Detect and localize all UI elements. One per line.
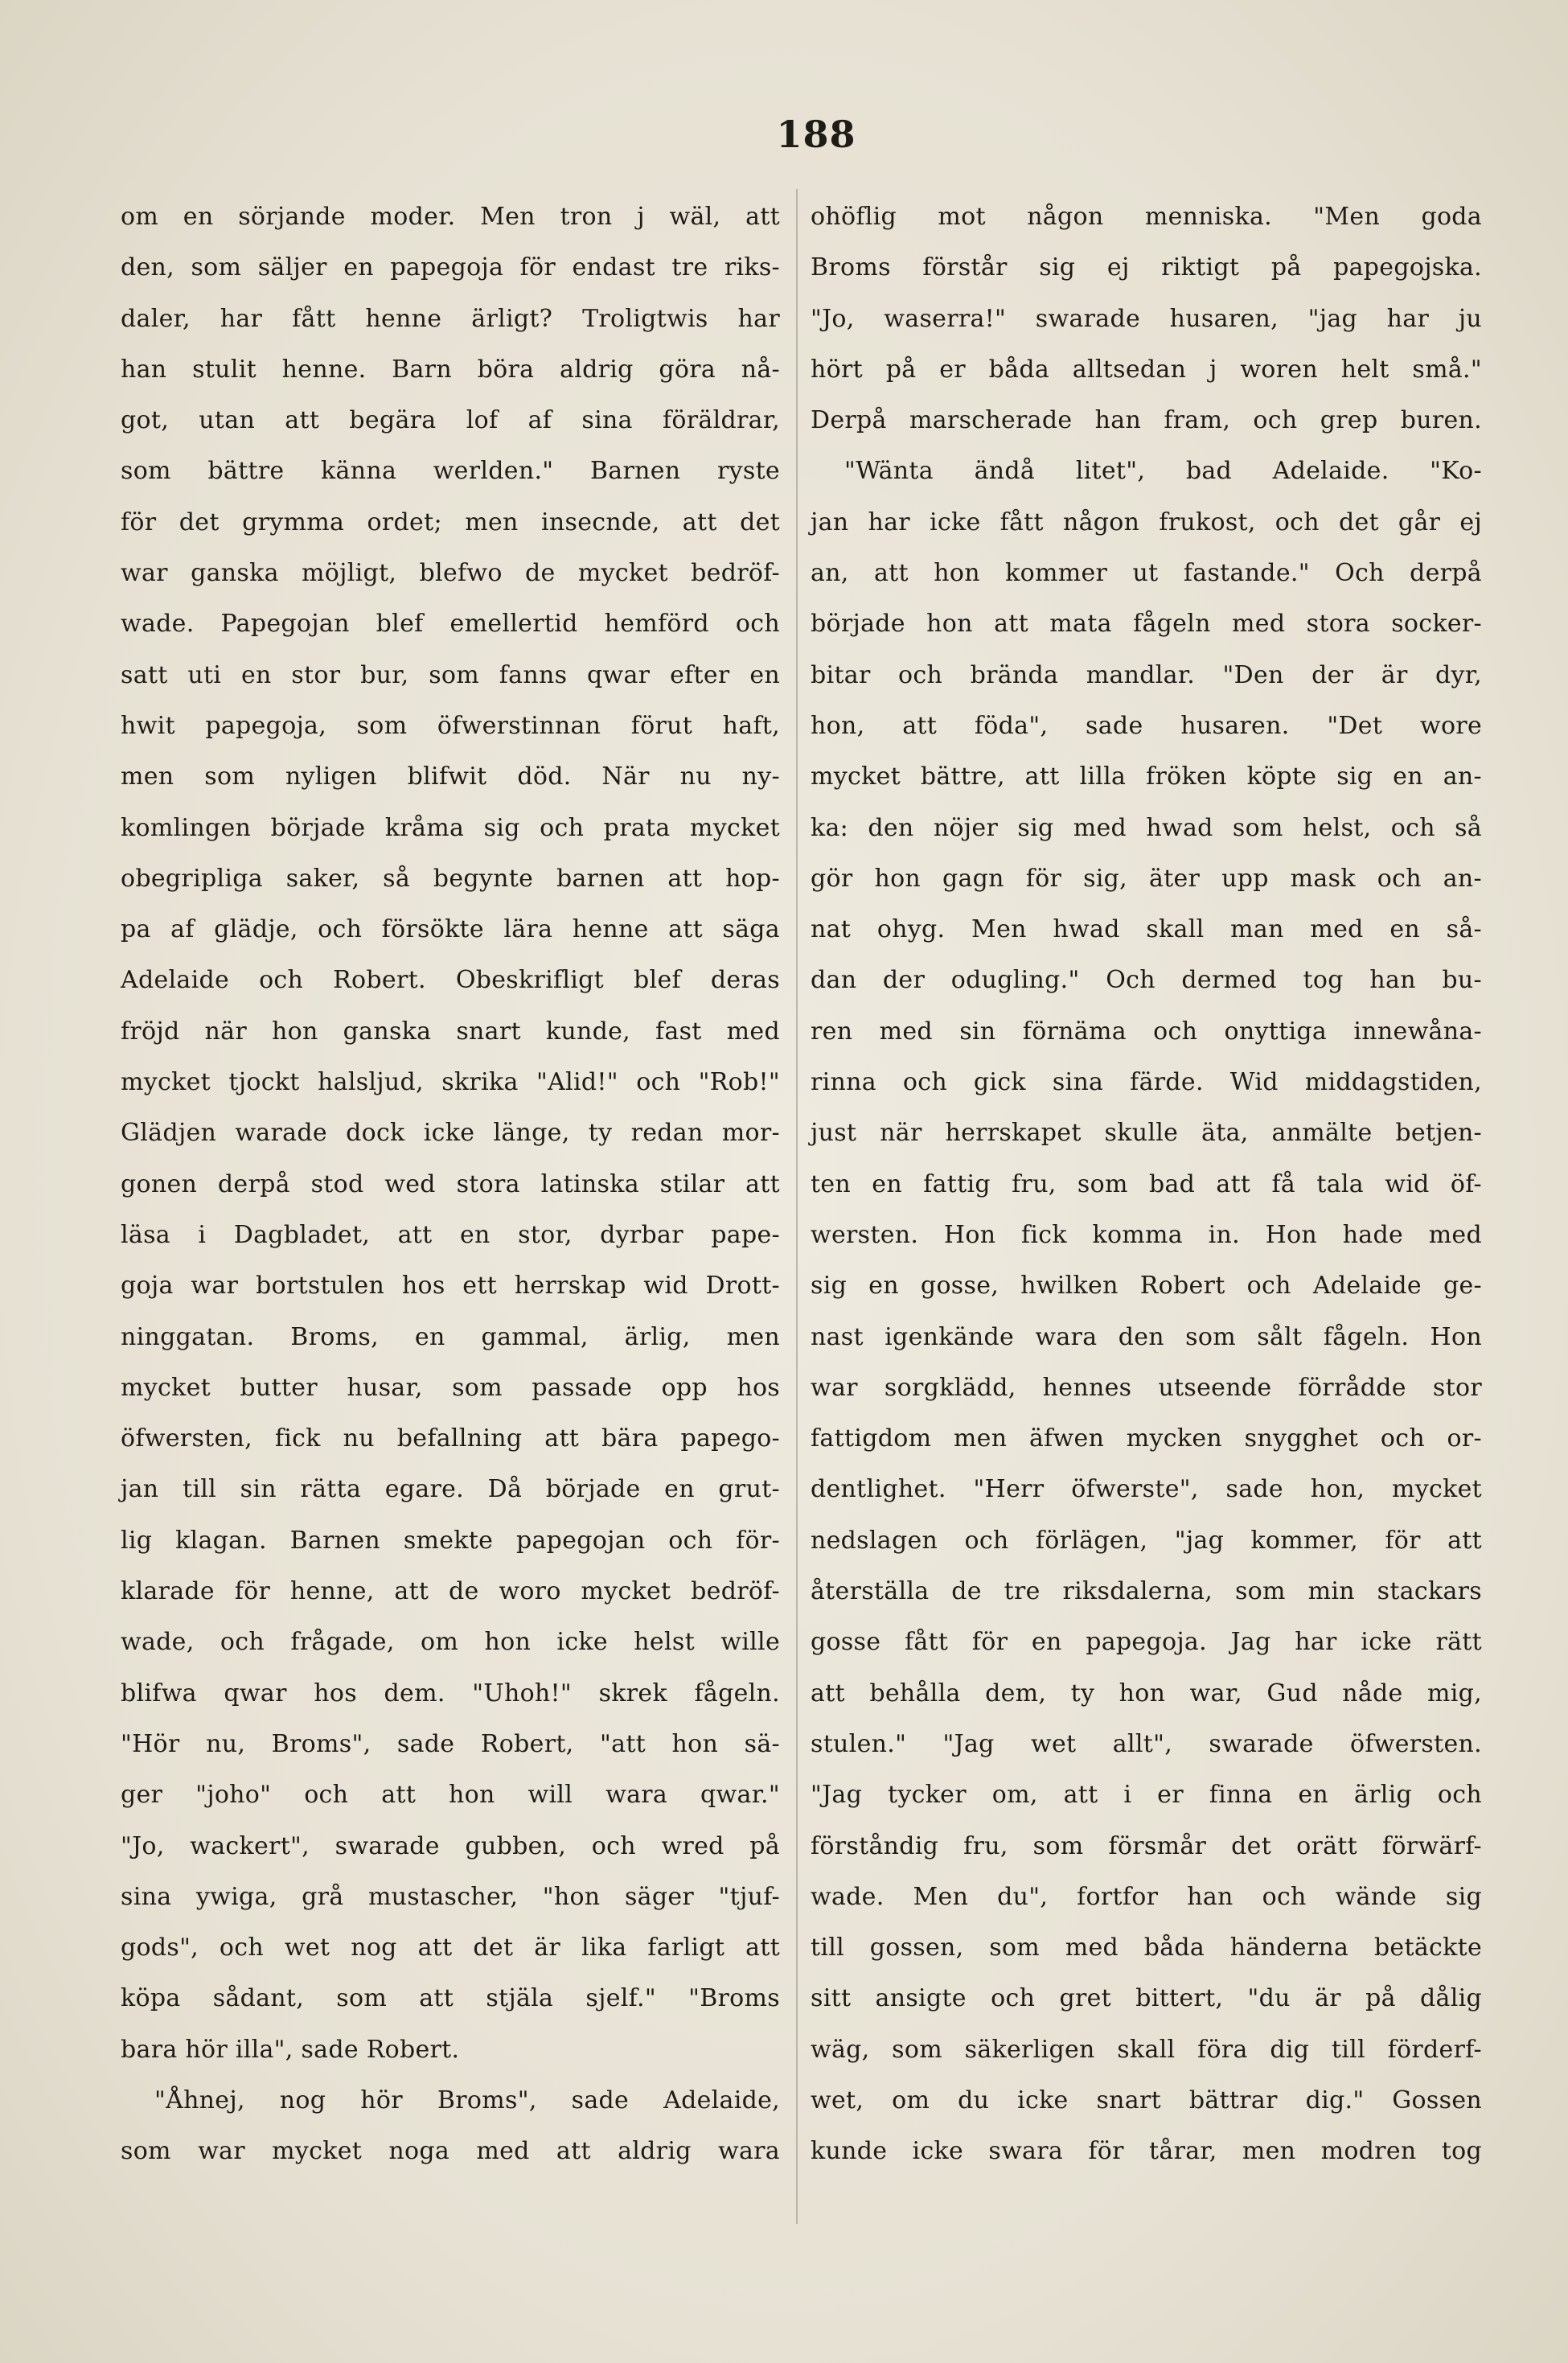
text-line: wersten. Hon fick komma in. Hon hade med xyxy=(811,1220,1482,1249)
text-line: dentlighet. "Herr öfwerste", sade hon, mycket xyxy=(811,1475,1482,1504)
text-line: Derpå marscherade han fram, och grep buren. xyxy=(811,406,1482,435)
text-line: wet, om du icke snart bättrar dig." Gossen xyxy=(811,2086,1482,2114)
text-line: hwit papegoja, som öfwerstinnan förut haft, xyxy=(121,711,780,740)
text-line: nat ohyg. Men hwad skall man med en så- xyxy=(811,915,1482,944)
text-line: läsa i Dagbladet, att en stor, dyrbar pape- xyxy=(121,1220,780,1249)
text-line: wade. Papegojan blef emellertid hemförd och xyxy=(121,610,780,639)
text-line: ger "joho" och att hon will wara qwar." xyxy=(121,1781,780,1810)
column-divider xyxy=(796,189,798,2224)
text-line: han stulit henne. Barn böra aldrig göra nå- xyxy=(121,355,780,384)
text-line: mycket bättre, att lilla fröken köpte sig en an- xyxy=(811,762,1482,791)
text-line: sig en gosse, hwilken Robert och Adelaide ge- xyxy=(811,1272,1482,1301)
text-line: "Åhnej, nog hör Broms", sade Adelaide, xyxy=(154,2086,780,2114)
text-line: bara hör illa", sade Robert. xyxy=(121,2035,460,2064)
text-line: satt uti en stor bur, som fanns qwar efter en xyxy=(121,660,780,689)
text-line: wäg, som säkerligen skall föra dig till förderf- xyxy=(811,2035,1482,2064)
text-line: klarade för henne, att de woro mycket bedröf- xyxy=(121,1577,780,1606)
text-line: "Jag tycker om, att i er finna en ärlig och xyxy=(811,1781,1482,1810)
text-line: mycket butter husar, som passade opp hos xyxy=(121,1373,780,1402)
text-line: "Wänta ändå litet", bad Adelaide. "Ko- xyxy=(844,457,1482,486)
text-line: gonen derpå stod wed stora latinska stilar att xyxy=(121,1169,780,1198)
text-line: om en sörjande moder. Men tron j wäl, att xyxy=(121,203,780,231)
text-line: men som nyligen blifwit död. När nu ny- xyxy=(121,762,780,791)
text-line: lig klagan. Barnen smekte papegojan och för- xyxy=(121,1526,780,1555)
text-line: jan till sin rätta egare. Då började en grut- xyxy=(121,1475,780,1504)
text-line: förståndig fru, som försmår det orätt förwärf- xyxy=(811,1831,1482,1860)
text-line: nedslagen och förlägen, "jag kommer, för att xyxy=(811,1526,1482,1555)
text-line: jan har icke fått någon frukost, och det går ej xyxy=(811,508,1482,536)
text-line: som war mycket noga med att aldrig wara xyxy=(121,2137,780,2166)
text-line: återställa de tre riksdalerna, som min stackars xyxy=(811,1577,1482,1606)
text-line: komlingen började kråma sig och prata mycket xyxy=(121,813,780,842)
text-line: ninggatan. Broms, en gammal, ärlig, men xyxy=(121,1322,780,1351)
text-line: gör hon gagn för sig, äter upp mask och an- xyxy=(811,864,1482,893)
text-line: den, som säljer en papegoja för endast tre riks- xyxy=(121,253,780,282)
text-line: goja war bortstulen hos ett herrskap wid Drott- xyxy=(121,1272,780,1301)
text-line: blifwa qwar hos dem. "Uhoh!" skrek fågeln. xyxy=(121,1679,780,1708)
text-line: hört på er båda alltsedan j woren helt små." xyxy=(811,355,1482,384)
left-column xyxy=(121,191,780,2177)
text-line: sina ywiga, grå mustascher, "hon säger "tjuf- xyxy=(121,1882,780,1911)
text-line: kunde icke swara för tårar, men modren tog xyxy=(811,2137,1482,2166)
text-line: wade, och frågade, om hon icke helst wille xyxy=(121,1628,780,1657)
text-line: ka: den nöjer sig med hwad som helst, och så xyxy=(811,813,1482,842)
text-line: mycket tjockt halsljud, skrika "Alid!" och "Rob!" xyxy=(121,1068,780,1097)
text-line: till gossen, som med båda händerna betäckte xyxy=(811,1934,1482,1962)
text-line: "Hör nu, Broms", sade Robert, "att hon sä- xyxy=(121,1729,780,1758)
text-line: sitt ansigte och gret bittert, "du är på dålig xyxy=(811,1984,1482,2013)
text-line: just när herrskapet skulle äta, anmälte betjen- xyxy=(811,1119,1482,1148)
text-line: an, att hon kommer ut fastande." Och derpå xyxy=(811,559,1482,588)
text-line: daler, har fått henne ärligt? Troligtwis har xyxy=(121,304,780,333)
right-column xyxy=(811,191,1482,2177)
text-line: ren med sin förnäma och onyttiga innewåna- xyxy=(811,1017,1482,1046)
text-line: fattigdom men äfwen mycken snygghet och or- xyxy=(811,1424,1482,1453)
text-line: "Jo, wackert", swarade gubben, och wred på xyxy=(121,1831,780,1860)
text-line: att behålla dem, ty hon war, Gud nåde mig, xyxy=(811,1679,1482,1708)
text-line: som bättre känna werlden." Barnen ryste xyxy=(121,457,780,486)
text-line: fröjd när hon ganska snart kunde, fast med xyxy=(121,1017,780,1046)
text-line: rinna och gick sina färde. Wid middagstiden, xyxy=(811,1068,1482,1097)
text-line: pa af glädje, och försökte lära henne att säga xyxy=(121,915,780,944)
text-line: ten en fattig fru, som bad att få tala wid öf- xyxy=(811,1169,1482,1198)
text-line: dan der odugling." Och dermed tog han bu- xyxy=(811,966,1482,995)
text-line: gosse fått för en papegoja. Jag har icke rätt xyxy=(811,1628,1482,1657)
text-line: öfwersten, fick nu befallning att bära papego- xyxy=(121,1424,780,1453)
text-line: obegripliga saker, så begynte barnen att hop- xyxy=(121,864,780,893)
text-line: ohöflig mot någon menniska. "Men goda xyxy=(811,203,1482,231)
text-line: "Jo, waserra!" swarade husaren, "jag har ju xyxy=(811,304,1482,333)
text-line: gods", och wet nog att det är lika farligt att xyxy=(121,1934,780,1962)
text-line: wade. Men du", fortfor han och wände sig xyxy=(811,1882,1482,1911)
text-line: Broms förstår sig ej riktigt på papegojska. xyxy=(811,253,1482,282)
text-line: köpa sådant, som att stjäla sjelf." "Broms xyxy=(121,1984,780,2013)
text-line: Glädjen warade dock icke länge, ty redan mor- xyxy=(121,1119,780,1148)
text-line: got, utan att begära lof af sina föräldrar, xyxy=(121,406,780,435)
text-line: nast igenkände wara den som sålt fågeln. Hon xyxy=(811,1322,1482,1351)
text-line: Adelaide och Robert. Obeskrifligt blef deras xyxy=(121,966,780,995)
text-line: hon, att föda", sade husaren. "Det wore xyxy=(811,711,1482,740)
page-number: 188 xyxy=(776,113,856,156)
text-line: war sorgklädd, hennes utseende förrådde stor xyxy=(811,1373,1482,1402)
text-line: stulen." "Jag wet allt", swarade öfwersten. xyxy=(811,1729,1482,1758)
text-line: bitar och brända mandlar. "Den der är dyr, xyxy=(811,660,1482,689)
text-line: började hon att mata fågeln med stora socker- xyxy=(811,610,1482,639)
text-line: för det grymma ordet; men insecnde, att det xyxy=(121,508,780,536)
text-line: war ganska möjligt, blefwo de mycket bedröf- xyxy=(121,559,780,588)
